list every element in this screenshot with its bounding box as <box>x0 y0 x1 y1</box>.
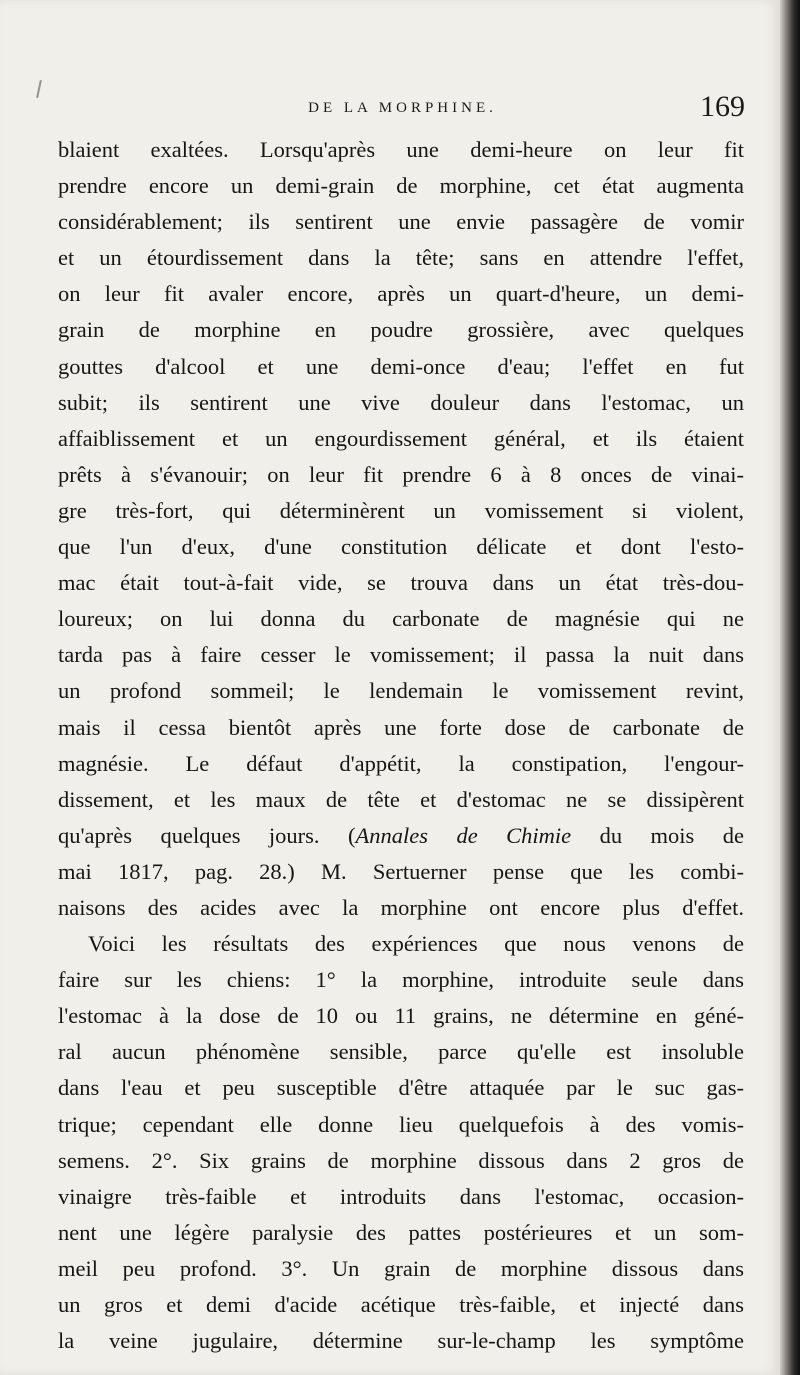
text-line: que l'un d'eux, d'une constitution délicate et dont l'esto- <box>58 534 744 560</box>
text-line: trique; cependant elle donne lieu quelquefois à des vomis- <box>58 1111 744 1137</box>
text-line: un profond sommeil; le lendemain le vomissement revint, <box>58 678 744 704</box>
text-line: tarda pas à faire cesser le vomissement; il passa la nuit dans <box>58 642 744 668</box>
text-line: grain de morphine en poudre grossière, avec quelques <box>58 317 744 343</box>
text-line: un gros et demi d'acide acétique très-faible, et injecté dans <box>58 1292 744 1317</box>
text-line: l'estomac à la dose de 10 ou 11 grains, ne détermine en géné- <box>58 1003 744 1029</box>
text-line: la veine jugulaire, détermine sur-le-champ les symptôme <box>58 1328 744 1354</box>
text-line: mai 1817, pag. 28.) M. Sertuerner pense que les combi- <box>58 858 744 884</box>
text-line: considérablement; ils sentirent une envie passagère de vomir <box>58 209 744 235</box>
text-line: faire sur les chiens: 1° la morphine, introduite seule dans <box>58 967 744 993</box>
text-line-citation <box>58 818 744 854</box>
text-line: ral aucun phénomène sensible, parce qu'elle est insoluble <box>58 1039 744 1065</box>
page-number: 169 <box>700 90 745 123</box>
text-line: mac était tout-à-fait vide, se trouva dans un état très-dou- <box>58 570 744 596</box>
text-line: vinaigre très-faible et introduits dans l'estomac, occasion- <box>58 1183 744 1209</box>
running-title: DE LA MORPHINE. <box>308 100 497 116</box>
text-line: subit; ils sentirent une vive douleur dans l'estomac, un <box>58 389 744 415</box>
text-line: gre très-fort, qui déterminèrent un vomissement si violent, <box>58 497 744 523</box>
journal-title: Annales de Chimie <box>355 822 572 848</box>
margin-mark <box>36 80 42 98</box>
text-line: prendre encore un demi-grain de morphine, cet état augmenta <box>58 173 744 199</box>
page-header <box>60 92 745 132</box>
paragraph-start-line: Voici les résultats des expériences que nous venons de <box>88 931 744 957</box>
text-line: magnésie. Le défaut d'appétit, la constipation, l'engour- <box>58 750 744 776</box>
text-line: meil peu profond. 3°. Un grain de morphine dissous dans <box>58 1255 744 1281</box>
citation-after: du mois de <box>571 822 744 848</box>
text-line: nent une légère paralysie des pattes postérieures et un som- <box>58 1219 744 1245</box>
text-line: dans l'eau et peu susceptible d'être attaquée par le suc gas- <box>58 1075 744 1101</box>
text-line: on leur fit avaler encore, après un quart-d'heure, un demi- <box>58 281 744 307</box>
text-line: et un étourdissement dans la tête; sans en attendre l'effet, <box>58 245 744 271</box>
text-line: loureux; on lui donna du carbonate de magnésie qui ne <box>58 606 744 632</box>
text-line: dissement, et les maux de tête et d'estomac ne se dissipèrent <box>58 786 744 812</box>
paragraph-end-line: naisons des acides avec la morphine ont encore plus d'effet. <box>58 894 744 920</box>
text-line: affaiblissement et un engourdissement général, et ils étaient <box>58 425 744 451</box>
text-line: gouttes d'alcool et une demi-once d'eau; l'effet en fut <box>58 353 744 379</box>
body-text <box>58 132 744 1359</box>
citation-before: qu'après quelques jours. ( <box>58 822 356 848</box>
book-edge-shadow <box>780 0 800 1375</box>
text-line: prêts à s'évanouir; on leur fit prendre 6 à 8 onces de vinai- <box>58 461 744 487</box>
text-line: mais il cessa bientôt après une forte dose de carbonate de <box>58 714 744 740</box>
text-line: blaient exaltées. Lorsqu'après une demi-heure on leur fit <box>58 137 744 162</box>
text-line: semens. 2°. Six grains de morphine dissous dans 2 gros de <box>58 1147 744 1173</box>
